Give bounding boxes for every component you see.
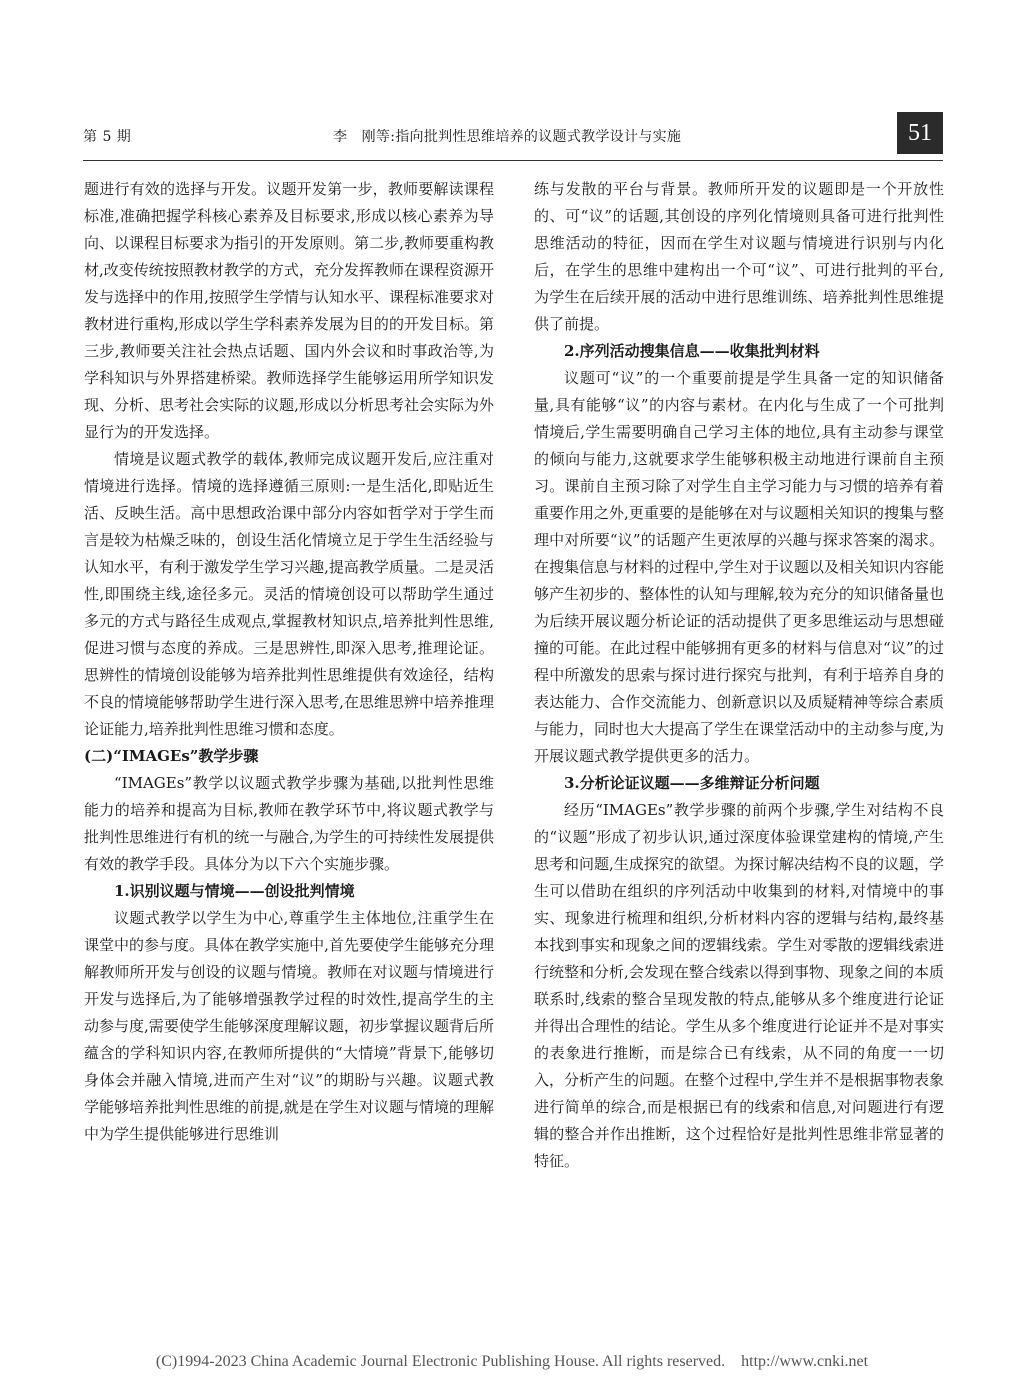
right-column — [534, 176, 944, 1175]
paragraph: 议题式教学以学生为中心,尊重学生主体地位,注重学生在课堂中的参与度。具体在教学实施中,首先要使学生能够充分理解教师所开发与创设的议题与情境。教师在对议题与情境进行开发与选择后,为了能够增强教学过程的时效性,提高学生的主动参与度,需要使学生能够深度理解议题，初步掌握议题背后所蕴含的学科知识内容,在教师所提供的“大情境”背景下,能够切身体会并融入情境,进而产生对“议”的期盼与兴趣。议题式教学能够培养批判性思维的前提,就是在学生对议题与情境的理解中为学生提供能够进行思维训 — [84, 909, 494, 1143]
running-header — [83, 112, 943, 154]
copyright-text: (C)1994-2023 China Academic Journal Electronic Publishing House. All rights reserved. — [155, 1353, 726, 1370]
paragraph: 题进行有效的选择与开发。议题开发第一步，教师要解读课程标准,准确把握学科核心素养及目标要求,形成以核心素养为导向、以课程目标要求为指引的开发原则。第二步,教师要重构教材,改变传统按照教材教学的方式，充分发挥教师在课程资源开发与选择中的作用,按照学生学情与认知水平、课程标准要求对教材进行重构,形成以学生学科素养发展为目的的开发目标。第三步,教师要关注社会热点话题、国内外会议和时事政治等,为学科知识与外界搭建桥梁。教师选择学生能够运用所学知识发现、分析、思考社会实际的议题,形成以分析思考社会实际为外显行为的开发选择。 — [84, 180, 494, 441]
paragraph: “IMAGEs”教学以议题式教学步骤为基础,以批判性思维能力的培养和提高为目标,教师在教学环节中,将议题式教学与批判性思维进行有机的统一与融合,为学生的可持续性发展提供有效的教学手段。具体分为以下六个实施步骤。 — [84, 774, 494, 873]
copyright-footer — [0, 1353, 1024, 1371]
cnki-url: http://www.cnki.net — [741, 1353, 869, 1370]
header-rule — [83, 160, 943, 161]
paragraph: 议题可“议”的一个重要前提是学生具备一定的知识储备量,具有能够“议”的内容与素材。在内化与生成了一个可批判情境后,学生需要明确自己学习主体的地位,具有主动参与课堂的倾向与能力,这就要求学生能够积极主动地进行课前自主预习。课前自主预习除了对学生自主学习能力与习惯的培养有着重要作用之外,更重要的是能够在对与议题相关知识的搜集与整理中对所要“议”的话题产生更浓厚的兴趣与探求答案的渴求。在搜集信息与材料的过程中,学生对于议题以及相关知识内容能够产生初步的、整体性的认知与理解,较为充分的知识储备量也为后续开展议题分析论证的活动提供了更多思维运动与思想碰撞的可能。在此过程中能够拥有更多的材料与信息对“议”的过程中所激发的思索与探讨进行探究与批判，有利于培养自身的表达能力、合作交流能力、创新意识以及质疑精神等综合素质与能力，同时也大大提高了学生在课堂活动中的主动参与度,为开展议题式教学提供更多的活力。 — [534, 369, 944, 765]
left-column — [84, 176, 494, 1148]
paragraph: 情境是议题式教学的载体,教师完成议题开发后,应注重对情境进行选择。情境的选择遵循三原则:一是生活化,即贴近生活、反映生活。高中思想政治课中部分内容如哲学对于学生而言是较为枯燥乏味的，创设生活化情境立足于学生生活经验与认知水平，有利于激发学生学习兴趣,提高教学质量。二是灵活性,即围绕主线,途径多元。灵活的情境创设可以帮助学生通过多元的方式与路径生成观点,掌握教材知识点,培养批判性思维,促进习惯与态度的养成。三是思辨性,即深入思考,推理论证。思辨性的情境创设能够为培养批判性思维提供有效途径，结构不良的情境能够帮助学生进行深入思考,在思维思辨中培养推理论证能力,培养批判性思维习惯和态度。 — [84, 450, 494, 738]
subsection-heading: 2.序列活动搜集信息——收集批判材料 — [564, 342, 820, 360]
issue-number: 第 5 期 — [83, 129, 132, 145]
paragraph: 经历“IMAGEs”教学步骤的前两个步骤,学生对结构不良的“议题”形成了初步认识,通过深度体验课堂建构的情境,产生思考和问题,生成探究的欲望。为探讨解决结构不良的议题，学生可以借助在组织的序列活动中收集到的材料,对情境中的事实、现象进行梳理和组织,分析材料内容的逻辑与结构,最终基本找到事实和现象之间的逻辑线索。学生对零散的逻辑线索进行统整和分析,会发现在整合线索以得到事物、现象之间的本质联系时,线索的整合呈现发散的特点,能够从多个维度进行论证并得出合理性的结论。学生从多个维度进行论证并不是对事实的表象进行推断，而是综合已有线索，从不同的角度一一切入，分析产生的问题。在整个过程中,学生并不是根据事物表象进行简单的综合,而是根据已有的线索和信息,对问题进行有逻辑的整合并作出推断，这个过程恰好是批判性思维非常显著的特征。 — [534, 801, 944, 1170]
paragraph: 练与发散的平台与背景。教师所开发的议题即是一个开放性的、可“议”的话题,其创设的序列化情境则具备可进行批判性思维活动的特征，因而在学生对议题与情境进行识别与内化后，在学生的思维中建构出一个可“议”、可进行批判的平台,为学生在后续开展的活动中进行思维训练、培养批判性思维提供了前提。 — [534, 180, 944, 333]
running-title: 李 刚等:指向批判性思维培养的议题式教学设计与实施 — [333, 129, 682, 145]
subsection-heading: 3.分析论证议题——多维辩证分析问题 — [564, 774, 820, 792]
page-number: 51 — [897, 112, 943, 154]
section-heading: (二)“IMAGEs”教学步骤 — [84, 747, 259, 765]
subsection-heading: 1.识别议题与情境——创设批判情境 — [114, 882, 355, 900]
